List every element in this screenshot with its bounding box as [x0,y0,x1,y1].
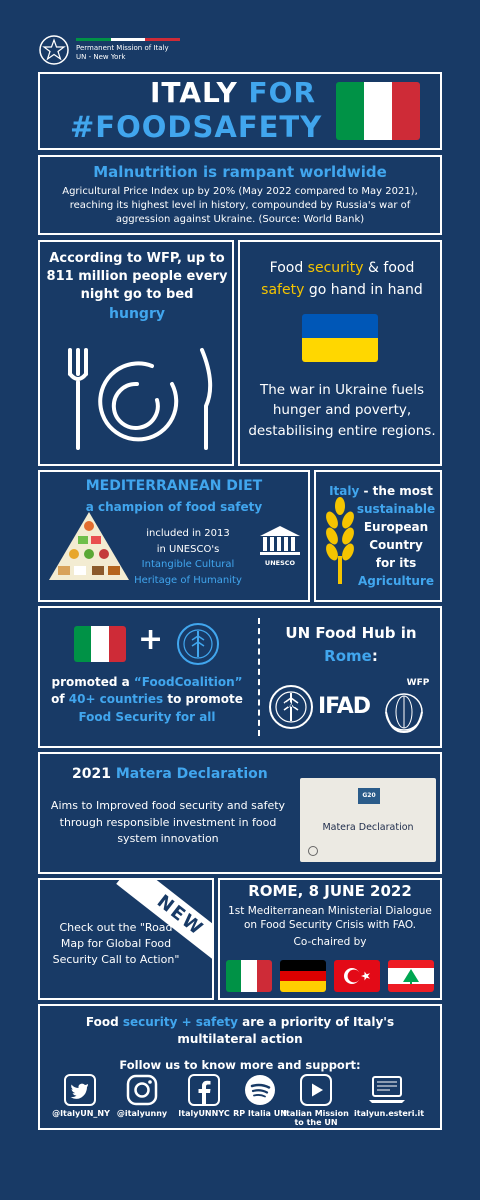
ifad-logo [318,694,370,719]
matera-box [38,752,442,874]
coalition-text [44,674,250,726]
med-diet-l1: included in 2013 [146,528,230,539]
fs-safety: safety [261,281,305,298]
med-diet-box [38,470,310,602]
fao-logo-icon [176,622,220,666]
coalition-divider [258,618,260,736]
turkey-flag [334,960,380,992]
med-diet-l3: Intangible Cultural [141,559,235,570]
matera-card-emblem-icon [308,846,318,856]
roadmap-link[interactable]: Check out the "Road Map for Global Food Security Call to Action" [52,921,180,966]
title-box [38,72,442,150]
food-pyramid-icon [44,508,134,584]
food-security-text [244,258,440,301]
food-security-box [238,240,442,466]
lebanon-flag [388,960,434,992]
facebook-label[interactable]: ItalyUNNYC [178,1109,230,1118]
wfp-hungry: hungry [109,305,165,322]
fs-w1: Food [269,260,308,276]
un-hub-rome: Rome [324,647,372,666]
agri-country: Country [369,538,423,552]
fao-label: FAO [284,702,298,709]
matera-title-text: Matera Declaration [115,766,268,782]
coalition-box [38,606,442,748]
ifad-label: IFAD [318,694,370,719]
un-hub-title [262,622,440,669]
youtube-icon[interactable] [300,1074,332,1110]
g20-badge: G20 [358,788,380,804]
website-label[interactable]: italyun.esteri.it [354,1109,425,1118]
ukraine-war-text: The war in Ukraine fuels hunger and poverty, destabilising entire regions. [248,382,436,439]
laptop-icon[interactable] [368,1074,406,1110]
italy-agriculture-text [322,482,440,590]
agri-agriculture: Agriculture [357,574,434,588]
malnutrition-heading: Malnutrition is rampant worldwide [93,163,387,181]
youtube-label[interactable]: Italian Mission to the UN [283,1109,349,1127]
agri-european: European [363,520,429,534]
instagram-icon[interactable] [126,1074,158,1110]
coalition-w1: promoted a [51,675,134,689]
un-hub-colon: : [371,647,378,666]
footer-box [38,1004,442,1130]
fs-w5: go hand in hand [304,281,423,298]
instagram-label[interactable]: @italyunny [116,1109,168,1118]
agri-for-its: for its [375,556,417,570]
roadmap-box [38,878,214,1000]
plus-sign: + [138,622,164,657]
spotify-icon[interactable] [244,1074,276,1110]
footer-w4: multilateral action [177,1032,303,1047]
footer-w1: Food [85,1015,123,1029]
footer-security-safety: security + safety [122,1015,238,1029]
spotify-label[interactable]: RP Italia UN [233,1109,287,1118]
footer-follow: Follow us to know more and support: [119,1058,361,1072]
header-flag-stripe [76,38,180,41]
page-title-line1 [150,76,316,109]
malnutrition-box [38,155,442,235]
coalition-countries: 40+ countries [68,692,164,707]
agri-w2: - the most [359,484,433,498]
hunger-box [38,240,234,466]
header-org-name: Permanent Mission of Italy [76,44,169,52]
italy-flag-small [74,626,126,662]
matera-title [72,766,268,782]
malnutrition-body: Agricultural Price Index up by 20% (May 2022 compared to May 2021), reaching its highest level in history, compounded by Russia's war of aggression against Ukraine. (Source: World Bank) [62,186,418,225]
italy-agriculture-box [314,470,442,602]
coalition-w3: of [51,692,69,707]
med-diet-l2: in UNESCO's [156,543,220,555]
italy-emblem-icon [38,34,70,66]
agri-sustainable: sustainable [356,502,436,516]
germany-flag [280,960,326,992]
page-title-line2: #FOODSAFETY [70,110,323,144]
wfp-statement [42,250,232,324]
fs-w3: & food [363,260,415,276]
fs-security: security [307,260,364,276]
coalition-w6: Food Security for all [78,709,216,724]
twitter-label[interactable]: @ItalyUN_NY [52,1109,110,1118]
facebook-icon[interactable] [188,1074,220,1110]
wfp-label: WFP [406,678,430,688]
med-diet-details [124,526,252,588]
footer-w3: are a priority of Italy's [237,1015,395,1029]
coalition-foodcoalition: “FoodCoalition” [133,675,243,689]
rome-dialogue-box [218,878,442,1000]
plate-cutlery-icon [52,344,222,454]
matera-card-title: Matera Declaration [322,822,414,833]
title-for: FOR [248,76,317,109]
matera-body: Aims to Improved food security and safety through responsible investment in food system innovation [50,799,286,845]
wfp-text: According to WFP, up to 811 million people every night go to bed [46,251,228,303]
new-badge-label: NEW [152,890,208,941]
med-diet-title: MEDITERRANEAN DIET [85,478,263,494]
ukraine-flag [302,314,378,362]
un-hub-line1: UN Food Hub in [285,624,417,642]
agri-italy: Italy [329,484,360,498]
coalition-w5: to promote [163,692,243,707]
med-diet-l4: Heritage of Humanity [134,574,242,586]
rome-title: ROME, 8 JUNE 2022 [248,882,412,900]
matera-year: 2021 [72,766,116,782]
italy-flag [336,82,420,140]
matera-declaration-card[interactable] [300,778,436,862]
title-italy: ITALY [150,76,249,109]
twitter-icon[interactable] [64,1074,96,1110]
rome-cochaired: Co-chaired by [293,936,367,948]
wfp-logo [380,678,434,738]
unesco-logo [258,524,302,567]
med-diet-subtitle: a champion of food safety [85,500,263,514]
italy-flag-cochair [226,960,272,992]
fao-logo-large [268,684,314,730]
unesco-label: UNESCO [264,559,296,567]
footer-priority [40,1014,440,1049]
rome-body: 1st Mediterranean Ministerial Dialogue on Food Security Crisis with FAO. [228,905,432,932]
header-org-location: UN - New York [76,53,126,61]
